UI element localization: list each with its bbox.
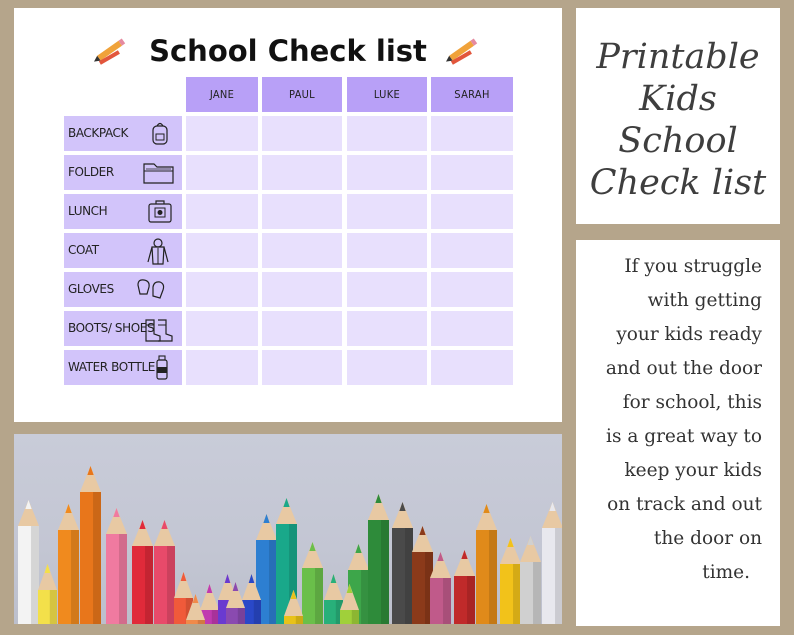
- check-cell[interactable]: [186, 272, 258, 307]
- check-cell[interactable]: [262, 116, 342, 151]
- check-cell[interactable]: [262, 194, 342, 229]
- check-cell[interactable]: [431, 155, 513, 190]
- check-cell[interactable]: [262, 272, 342, 307]
- colored-pencils-photo: [14, 434, 562, 624]
- check-cell[interactable]: [186, 155, 258, 190]
- check-cell[interactable]: [347, 155, 427, 190]
- boots-icon: [142, 316, 176, 344]
- title-card: [576, 8, 780, 224]
- check-cell[interactable]: [262, 233, 342, 268]
- check-cell[interactable]: [347, 233, 427, 268]
- pencil: [520, 536, 541, 624]
- row-label-lunch: [64, 194, 182, 229]
- pencil: [476, 504, 497, 624]
- column-header-sarah: SARAH: [431, 77, 513, 112]
- check-cell[interactable]: [262, 155, 342, 190]
- product-title: [576, 36, 780, 204]
- pencil: [368, 494, 389, 624]
- description-line: on track and out: [607, 494, 762, 515]
- pencil: [154, 520, 175, 624]
- description-line: your kids ready: [616, 324, 762, 345]
- check-cell[interactable]: [431, 194, 513, 229]
- check-cell[interactable]: [431, 272, 513, 307]
- check-cell[interactable]: [347, 194, 427, 229]
- check-cell[interactable]: [347, 116, 427, 151]
- colored-pencils-image: [14, 434, 562, 624]
- pencil: [412, 526, 433, 624]
- check-cell[interactable]: [431, 233, 513, 268]
- column-header-paul: PAUL: [262, 77, 342, 112]
- check-cell[interactable]: [347, 311, 427, 346]
- description-text: [576, 250, 762, 590]
- row-label-text: LUNCH: [68, 204, 108, 218]
- row-label-water-bottle: [64, 350, 182, 385]
- coat-icon: [144, 238, 172, 266]
- description-line: the door on: [653, 528, 762, 549]
- row-label-coat: [64, 233, 182, 268]
- pencil-icon: [446, 32, 482, 66]
- row-label-backpack: [64, 116, 182, 151]
- pencil: [392, 502, 413, 624]
- row-label-folder: [64, 155, 182, 190]
- description-line: If you struggle: [624, 256, 762, 277]
- pencil: [80, 466, 101, 624]
- row-label-text: FOLDER: [68, 165, 114, 179]
- check-cell[interactable]: [431, 350, 513, 385]
- check-cell[interactable]: [262, 350, 342, 385]
- column-header-luke: LUKE: [347, 77, 427, 112]
- gloves-icon: [134, 277, 168, 302]
- lunchbox-icon: [146, 199, 174, 224]
- title-line: Printable: [596, 37, 760, 77]
- check-cell[interactable]: [186, 350, 258, 385]
- pencil: [500, 538, 521, 624]
- row-label-text: BOOTS/ SHOES: [68, 321, 155, 335]
- check-cell[interactable]: [431, 116, 513, 151]
- folder-icon: [142, 160, 176, 185]
- check-cell[interactable]: [431, 311, 513, 346]
- column-header-jane: JANE: [186, 77, 258, 112]
- pencil: [430, 552, 451, 624]
- title-line: School: [618, 121, 738, 161]
- pencil: [302, 542, 323, 624]
- check-cell[interactable]: [347, 272, 427, 307]
- check-cell[interactable]: [186, 194, 258, 229]
- check-cell[interactable]: [262, 311, 342, 346]
- backpack-icon: [148, 121, 172, 146]
- pencil: [106, 508, 127, 624]
- pencil: [58, 504, 79, 624]
- row-label-text: WATER BOTTLE: [68, 360, 155, 374]
- pencil: [38, 564, 57, 624]
- description-line: time.: [702, 562, 750, 583]
- row-label-text: BACKPACK: [68, 126, 128, 140]
- description-line: is a great way to: [606, 426, 762, 447]
- description-line: keep your kids: [624, 460, 762, 481]
- check-cell[interactable]: [347, 350, 427, 385]
- pencil: [132, 520, 153, 624]
- check-cell[interactable]: [186, 311, 258, 346]
- title-line: Check list: [589, 163, 767, 203]
- row-label-gloves: [64, 272, 182, 307]
- pencil: [18, 500, 39, 624]
- title-line: Kids: [639, 79, 717, 119]
- row-label-boots-shoes: [64, 311, 182, 346]
- description-line: for school, this: [622, 392, 762, 413]
- pencil: [542, 502, 562, 624]
- checklist-sheet: [14, 8, 562, 422]
- water-bottle-icon: [154, 355, 170, 381]
- description-card: [576, 240, 780, 626]
- check-cell[interactable]: [186, 233, 258, 268]
- pencil: [454, 550, 475, 624]
- row-label-text: GLOVES: [68, 282, 114, 296]
- row-label-text: COAT: [68, 243, 99, 257]
- checklist-title: School Check list: [149, 34, 427, 68]
- description-line: and out the door: [605, 358, 762, 379]
- description-line: with getting: [647, 290, 762, 311]
- check-cell[interactable]: [186, 116, 258, 151]
